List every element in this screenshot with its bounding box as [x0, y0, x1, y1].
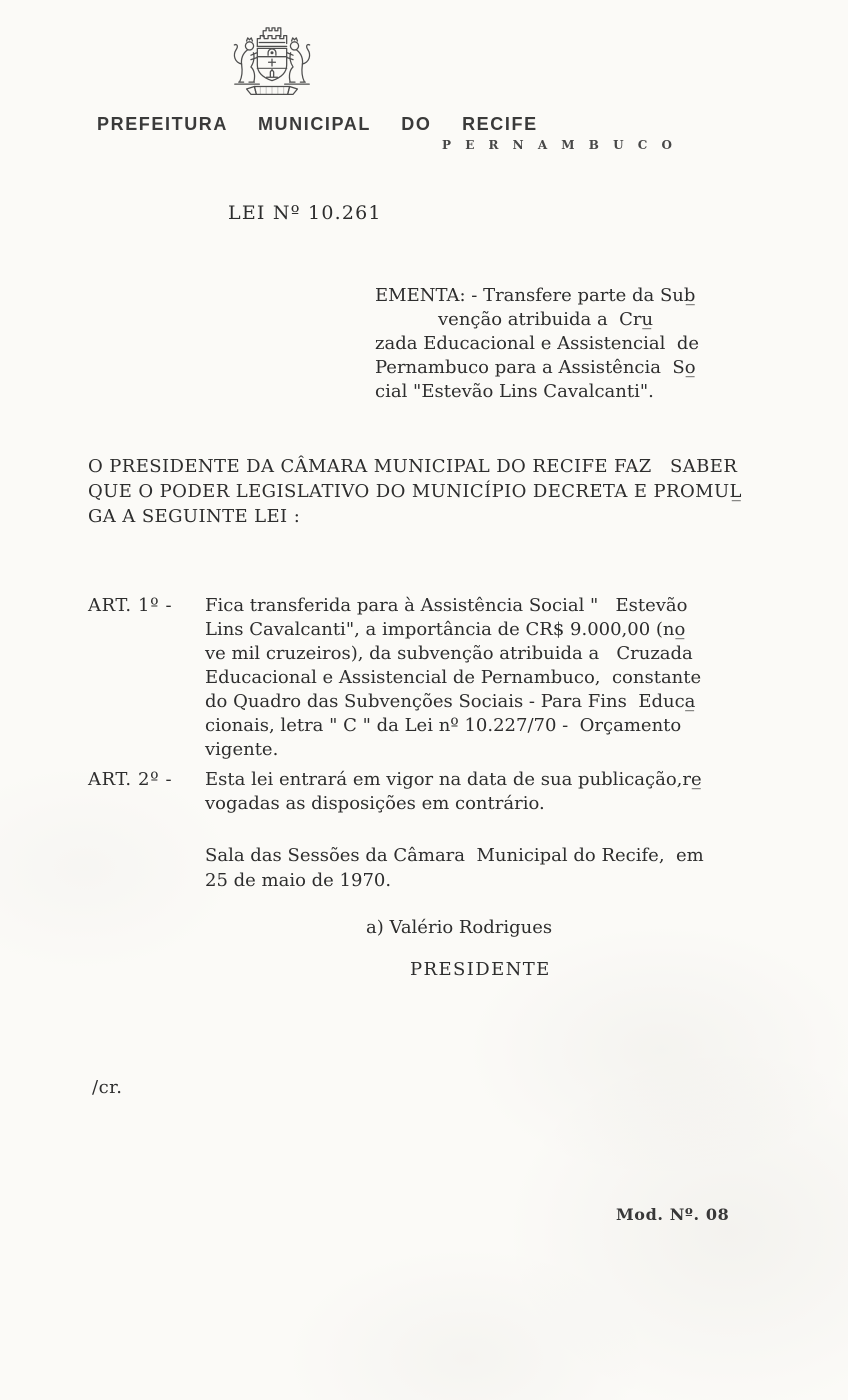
article-1-line: ve mil cruzeiros), da subvenção atribuida a Cruzada: [205, 643, 693, 664]
ementa-line: zada Educacional e Assistencial de: [375, 333, 699, 354]
ementa-line: cial "Estevão Lins Cavalcanti".: [375, 381, 654, 402]
article-2-line: vogadas as disposições em contrário.: [205, 793, 545, 814]
article-1-line: Fica transferida para à Assistência Social " Estevão: [205, 595, 688, 616]
closing-line: 25 de maio de 1970.: [205, 870, 392, 891]
signature-name: a) Valério Rodrigues: [366, 917, 553, 938]
article-2-body: [205, 768, 702, 816]
letterhead-region: P E R N A M B U C O: [442, 138, 677, 152]
form-model-number: Mod. Nº. 08: [616, 1205, 730, 1224]
preamble-line: QUE O PODER LEGISLATIVO DO MUNICÍPIO DECRETA E PROMUL̲: [88, 481, 742, 502]
article-1-body: [205, 594, 701, 762]
letterhead-title: PREFEITURA MUNICIPAL DO RECIFE: [97, 114, 538, 134]
ementa-line: EMENTA: - Transfere parte da Sub̲: [375, 285, 696, 306]
typist-initials: /cr.: [92, 1077, 123, 1098]
ementa-line: Pernambuco para a Assistência So̲: [375, 357, 696, 378]
article-1-line: cionais, letra " C " da Lei nº 10.227/70 - Orçamento: [205, 715, 682, 736]
article-1-line: do Quadro das Subvenções Sociais - Para Fins Educa̲: [205, 691, 696, 712]
closing-block: [205, 843, 704, 893]
article-2-label: ART. 2º -: [88, 769, 173, 790]
ementa-line: venção atribuida a Cru̲: [438, 309, 654, 330]
preamble-line: GA A SEGUINTE LEI :: [88, 506, 301, 527]
lion-right: [285, 38, 310, 84]
article-1-label: ART. 1º -: [88, 595, 173, 616]
recife-coat-of-arms-icon: [224, 20, 320, 110]
article-1-line: Lins Cavalcanti", a importância de CR$ 9.000,00 (no̲: [205, 619, 686, 640]
article-1-line: Educacional e Assistencial de Pernambuco, constante: [205, 667, 702, 688]
shield-tower: [267, 70, 278, 78]
article-1-line: vigente.: [205, 739, 279, 760]
scroll-banner: [247, 87, 298, 95]
lion-left: [234, 38, 259, 84]
crown-lower-tier: [257, 36, 286, 47]
article-2-line: Esta lei entrará em vigor na data de sua publicação,re̲: [205, 769, 702, 790]
preamble-block: [88, 454, 742, 529]
shield-cross: [269, 59, 276, 66]
signature-title: PRESIDENTE: [410, 959, 551, 980]
law-number: LEI Nº 10.261: [228, 202, 382, 224]
closing-line: Sala das Sessões da Câmara Municipal do Recife, em: [205, 845, 704, 866]
ementa-block: [375, 284, 699, 404]
preamble-line: O PRESIDENTE DA CÂMARA MUNICIPAL DO RECIFE FAZ SABER: [88, 456, 738, 477]
